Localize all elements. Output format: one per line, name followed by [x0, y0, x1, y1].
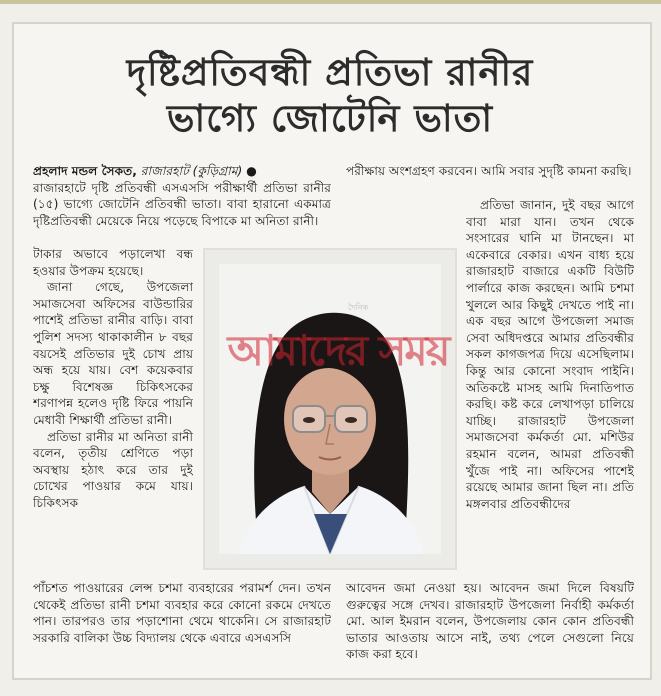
watermark-label: দৈনিক — [348, 303, 369, 312]
column-right-top — [346, 197, 634, 247]
headline-line-2: ভাগ্যে জোটেনি ভাতা — [166, 97, 494, 141]
column-bottom-right — [346, 580, 634, 670]
paragraph-background: জানা গেছে, উপজেলা সমাজসেবা অফিসের বাউন্ডারির পাশেই প্রতিভা রানীর বাড়ি। বাবা পুলিশ সদস্য থাকাকালীন ৮ বছর বয়সেই প্রতিভার দুই চোখ প্রায় অন্ধ হয়ে যায়। বেশ কয়েকবার চক্ষু বিশেষজ্ঞ চিকিৎসকের শরণাপন্ন হলেও দৃষ্টি ফিরে পায়নি মেধাবী শিক্ষার্থী প্রতিভা রানী। — [33, 280, 193, 427]
paragraph-glasses: পাঁচশত পাওয়ারের লেন্স চশমা ব্যবহারের পরামর্শ দেন। তখন থেকেই প্রতিভা রানী চশমা ব্যবহার করে কোনো রকমে দেখতে পান। তারপরও তার পড়াশোনা থেমে থাকেনি। সে রাজারহাট সরকারি বালিকা উচ্চ বিদ্যালয় থেকে এবারে এসএসসি — [33, 581, 331, 645]
column-right-narrow — [466, 197, 634, 580]
column-left: প্রহলাদ মন্ডল সৈকত, রাজারহাট (কুড়িগ্রাম) ● রাজারহাটে দৃষ্টি প্রতিবন্ধী এসএসসি পরীক্ষার্থী প্রতিভা রানীর (১৫) ভাগ্যে জোটেনি প্রতিবন্ধী ভাতা। বাবা হারানো একমাত্র দৃষ্টিপ্রতিবন্ধী মেয়েকে নিয়ে পড়েছে বিপাকে মা অনিতা রানী। — [33, 164, 331, 228]
headline-line-1: দৃষ্টিপ্রতিবন্ধী প্রতিভা রানীর — [126, 51, 534, 94]
paragraph-mother-quote: প্রতিভা রানীর মা অনিতা রানী বলেন, তৃতীয় শ্রেণিতে পড়া অবস্থায় হঠাৎ করে তার দুই চোখের পাওয়ার কমে যায়। চিকিৎসক — [33, 429, 193, 510]
top-rule — [0, 0, 661, 4]
column-bottom-left — [33, 580, 331, 670]
paragraph-pratibha-quote: প্রতিভা জানান, দুই বছর আগে বাবা মারা যান। তখন থেকে সংসারের ঘানি মা টানছেন। মা একেবারে বেকার। এখন বাধ্য হয়ে রাজারহাট বাজারে একটি বিউটি পার্লারে কাজ করছেন। আমি চশমা খুললে আর কিছুই দেখতে পাই না। এক বছর আগে উপজেলা সমাজ সেবা অধিদপ্তরে আমার প্রতিবন্ধীর সকল কাগজপত্র দিয়ে এসেছিলাম। কিন্তু আর কোনো সংবাদ পাইনি। অতিকষ্টে মাসহ আমি দিনাতিপাত করছি। কষ্ট করে লেখাপড়া চালিয়ে যাচ্ছি। রাজারহাট উপজেলা সমাজসেবা কর্মকর্তা মো. মশিউর রহমান বলেন, আমরা প্রতিবন্ধী খুঁজে পাই না। অফিসের পাশেই রয়েছে আমার জানা ছিল না। প্রতি মঙ্গলবার প্রতিবন্ধীদের — [466, 198, 634, 511]
paragraph-intro-cont: টাকার অভাবে পড়ালেখা বন্ধ হওয়ার উপক্রম হয়েছে। — [33, 247, 193, 278]
portrait-illustration — [219, 264, 441, 554]
paragraph-officer-quote: আবেদন জমা নেওয়া হয়। আবেদন জমা দিলে বিষয়টি গুরুত্বের সঙ্গে দেখব। রাজারহাট উপজেলা নির্বাহী কর্মকর্তা মো. আল ইমরান বলেন, উপজেলায় কোন কোন প্রতিবন্ধী ভাতার আওতায় আসে নাই, তথ্য পেলে সেগুলো নিয়ে কাজ করা হবে। — [346, 581, 634, 662]
portrait-photo — [219, 264, 441, 554]
byline-place: রাজারহাট (কুড়িগ্রাম) — [140, 164, 243, 178]
paragraph-exam: পরীক্ষায় অংশগ্রহণ করবেন। আমি সবার সুদৃষ্টি কামনা করছি। — [346, 164, 632, 178]
photo-frame — [203, 248, 457, 570]
column-left-narrow — [33, 246, 193, 580]
paragraph-intro: রাজারহাটে দৃষ্টি প্রতিবন্ধী এসএসসি পরীক্ষার্থী প্রতিভা রানীর (১৫) ভাগ্যে জোটেনি প্রতিবন্ধী ভাতা। বাবা হারানো একমাত্র দৃষ্টিপ্রতিবন্ধী মেয়েকে নিয়ে পড়েছে বিপাকে মা অনিতা রানী। — [33, 180, 331, 228]
headline — [40, 50, 620, 143]
newspaper-watermark: আমাদের সময় — [227, 326, 449, 375]
byline-name: প্রহলাদ মন্ডল সৈকত, — [33, 164, 137, 178]
